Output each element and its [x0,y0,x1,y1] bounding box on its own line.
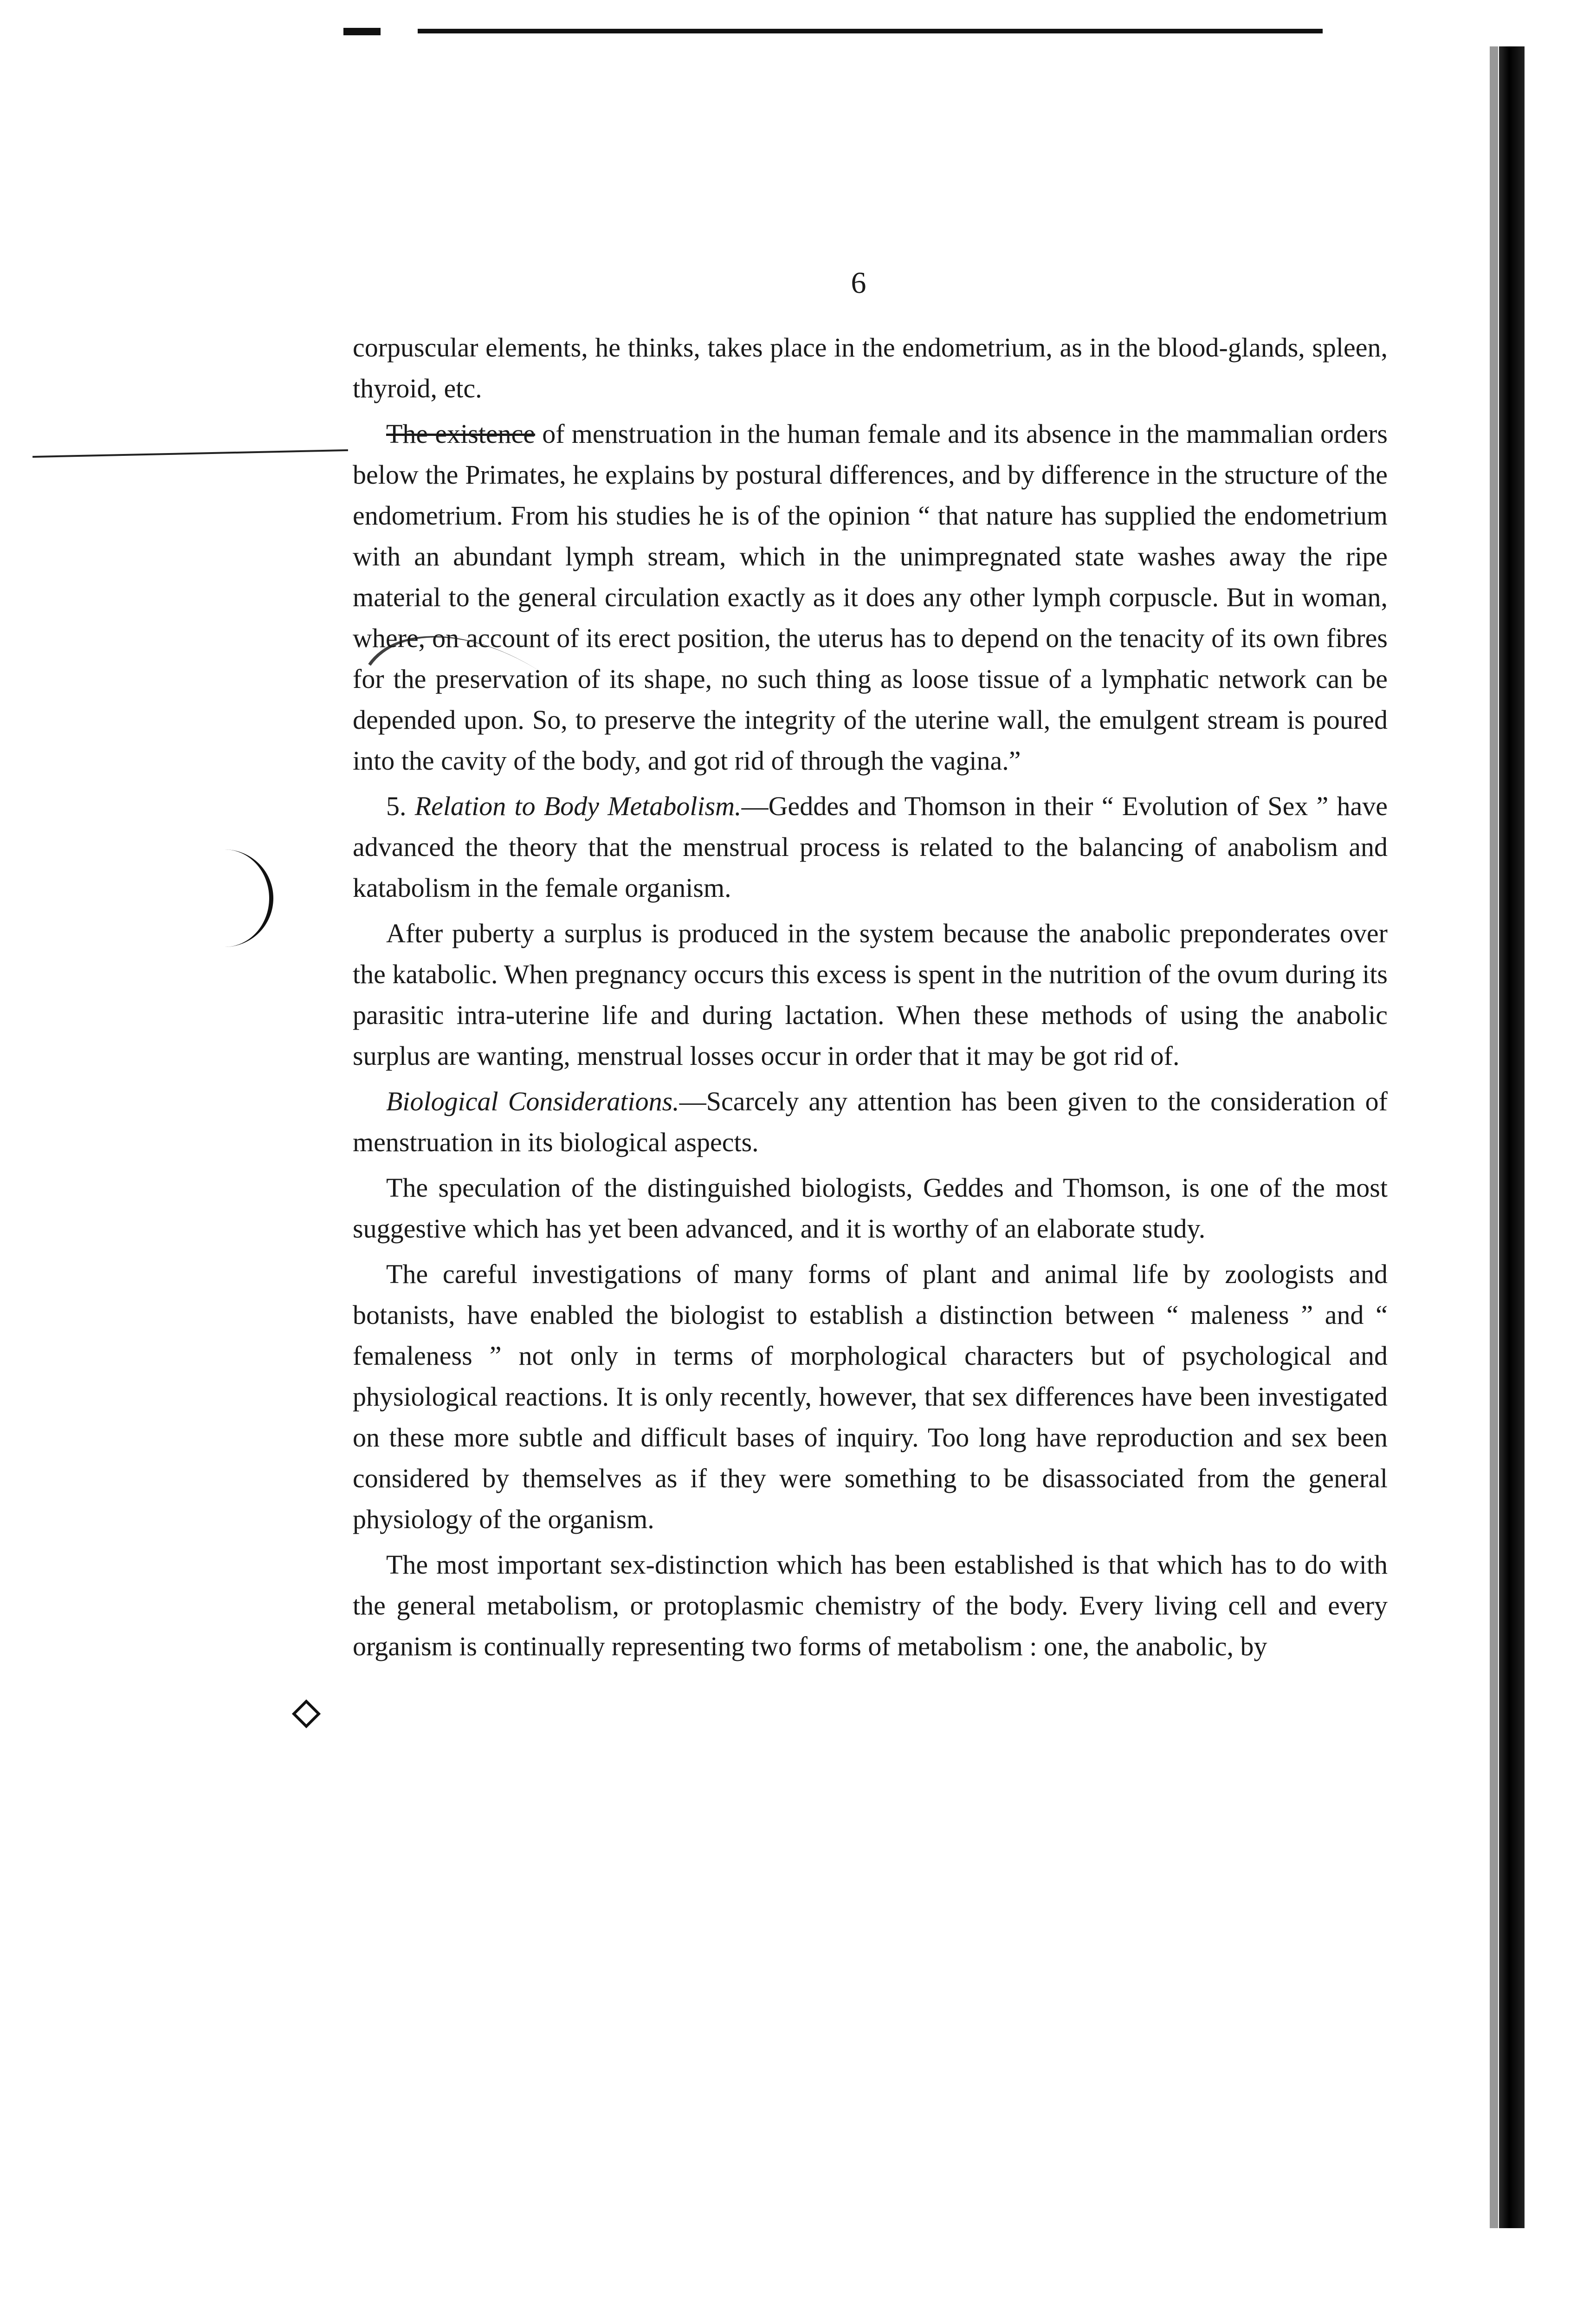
paragraph-8 [353,1544,1388,1667]
paragraph-1 [353,327,1388,409]
section-heading-metabolism: Relation to Body Metabolism. [414,791,742,821]
page-number: 6 [851,266,866,300]
paragraph-5 [353,1081,1388,1163]
margin-pencil-bracket [218,849,273,947]
paragraph-6-text: The speculation of the distinguished biologists, Geddes and Thomson, is one of the most suggestive which has yet been advanced, and it is worthy of an elaborate study. [353,1173,1388,1244]
scan-edge-right [1499,46,1525,2228]
paragraph-6 [353,1167,1388,1249]
paragraph-2-text: of menstruation in the human female and its absence in the mammalian orders below the Primates, he explains by postural differences, and by difference in the structure of the endometrium. From his studies he is of the opinion “ that nature has supplied the endometrium with an abundant lymph stream, which in the unimpregnated state washes away the ripe material to the general circulation exactly as it does any other lymph corpuscle. But in woman, where, on account of its erect position, the uterus has to depend on the tenacity of its own fibres for the preservation of its shape, no such thing as loose tissue of a lymphatic network can be depended upon. So, to preserve the integrity of the uterine wall, the emulgent stream is poured into the cavity of the body, and got rid of through the vagina.” [353,419,1388,776]
paragraph-1-text: corpuscular elements, he thinks, takes place in the endometrium, as in the blood-glands, spleen, thyroid, etc. [353,332,1388,403]
margin-pencil-line [32,449,348,458]
paragraph-3 [353,786,1388,908]
paragraph-7-text: The careful investigations of many forms of plant and animal life by zoologists and botanists, have enabled the biologist to establish a distinction between “ maleness ” and “ femaleness ” not only in terms of morphological characters but of psychological and physiological reactions. It is only recently, however, that sex differences have been investigated on these more subtle and difficult bases of inquiry. Too long have reproduction and sex been considered by themselves as if they were something to be disassociated from the general physiology of the organism. [353,1259,1388,1534]
paragraph-3-text: —Geddes and Thomson in their “ Evolution of Sex ” have advanced the theory that the menstrual process is related to the balancing of anabolism and katabolism in the female organism. [353,791,1388,903]
paragraph-2 [353,414,1388,781]
scan-edge-right-shadow [1490,46,1498,2228]
scan-edge-top-mark [343,28,381,35]
scan-edge-top [418,29,1323,33]
body-text [353,327,1388,1672]
paragraph-5-text: —Scarcely any attention has been given to the consideration of menstruation in its biological aspects. [353,1086,1388,1157]
paragraph-7 [353,1254,1388,1540]
paragraph-8-text: The most important sex-distinction which has been established is that which has to do with the general metabolism, or protoplasmic chemistry of the body. Every living cell and every organism is continually representing two forms of metabolism : one, the anabolic, by [353,1549,1388,1661]
margin-diamond-mark [292,1699,321,1728]
section-heading-biological: Biological Considerations. [386,1086,679,1116]
paragraph-4-text: After puberty a surplus is produced in the system because the anabolic preponderates over the katabolic. When pregnancy occurs this excess is spent in the nutrition of the ovum during its parasitic intra-uterine life and during lactation. When these methods of using the anabolic surplus are wanting, menstrual losses occur in order that it may be got rid of. [353,918,1388,1071]
paragraph-4 [353,913,1388,1076]
paragraph-3-number: 5. [386,791,415,821]
paragraph-2-struck-text: The existence [386,419,536,449]
